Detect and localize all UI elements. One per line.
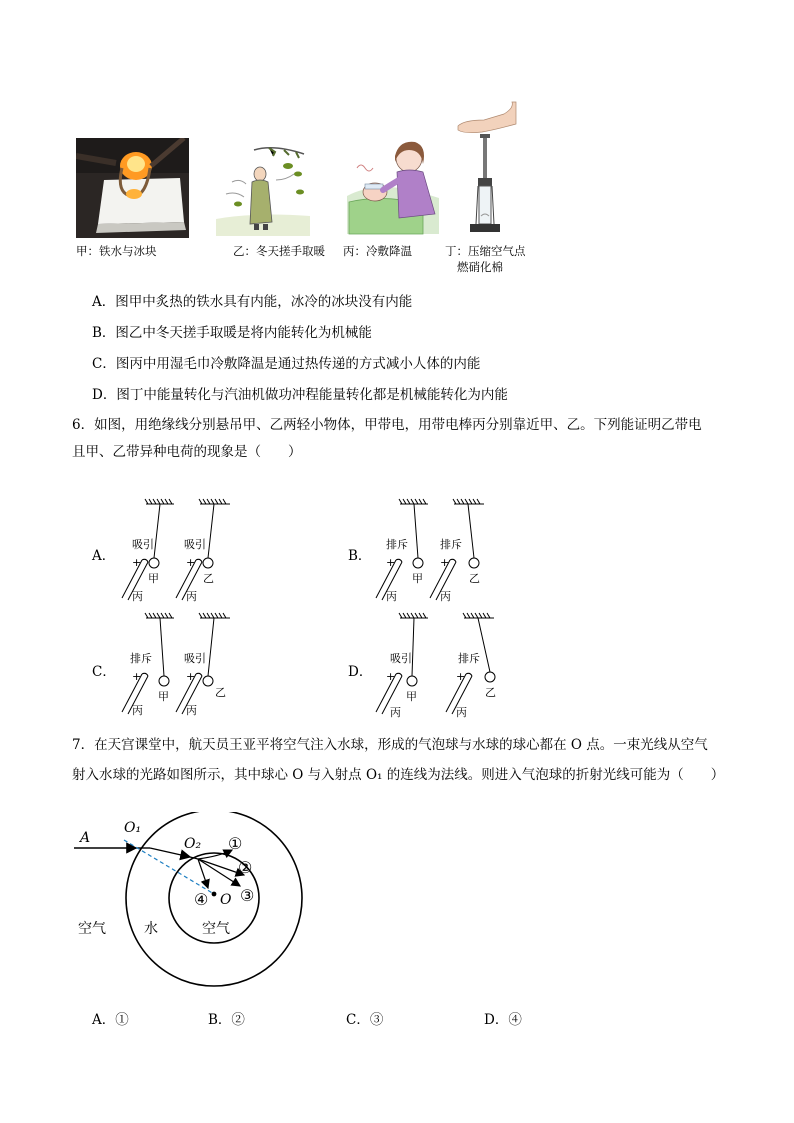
caption-ding-line1: 丁：压缩空气点 — [445, 244, 526, 258]
label-right: 吸引 — [184, 652, 206, 665]
caption-jia: 甲：铁水与冰块 — [76, 244, 157, 258]
q7-option-b[interactable]: B．② — [208, 1012, 245, 1028]
q6-stem-line1: 6．如图，用绝缘线分别悬吊甲、乙两轻小物体，甲带电，用带电棒丙分别靠近甲、乙。下列能证明乙带电 — [72, 417, 702, 433]
q7-diagram — [70, 812, 350, 992]
q6-stem-line2: 且甲、乙带异种电荷的现象是（ ） — [72, 444, 302, 460]
label-right: 吸引 — [184, 538, 206, 551]
ray-a-label: A — [80, 830, 91, 846]
rod-label: 丙 — [132, 704, 143, 717]
ray-4-label: ④ — [194, 890, 209, 909]
q7-stem-line2: 射入水球的光路如图所示，其中球心 O 与入射点 O₁ 的连线为法线。则进入气泡球的折射光线可能为（ ） — [72, 767, 725, 783]
caption-ding-line2: 燃硝化棉 — [457, 260, 503, 274]
q6-option-a[interactable]: A． — [92, 548, 116, 564]
image-ding-compressed-air-igniter — [454, 100, 518, 238]
ball-yi-label: 乙 — [469, 572, 480, 585]
plus-sign: + — [132, 670, 142, 683]
ray-1-label: ① — [228, 834, 243, 853]
q6-diagram-c — [118, 612, 248, 722]
point-o2-label: O₂ — [184, 836, 202, 852]
q6-option-b[interactable]: B． — [348, 548, 372, 564]
rod-label: 丙 — [440, 590, 451, 603]
q6-option-c[interactable]: C． — [92, 664, 116, 680]
ball-yi-label: 乙 — [215, 686, 226, 699]
q5-option-d[interactable]: D．图丁中能量转化与汽油机做功冲程能量转化都是机械能转化为内能 — [92, 387, 508, 403]
q6-diagram-d — [372, 612, 512, 722]
ball-jia-label: 甲 — [406, 690, 417, 703]
plus-sign: + — [386, 670, 396, 683]
ray-2-label: ② — [238, 858, 253, 877]
rod-label: 丙 — [390, 706, 401, 719]
image-bing-cold-compress — [343, 138, 443, 236]
plus-sign: + — [132, 556, 142, 569]
q5-option-c[interactable]: C．图丙中用湿毛巾冷敷降温是通过热传递的方式减小人体的内能 — [92, 356, 481, 372]
q7-option-d[interactable]: D．④ — [484, 1012, 522, 1028]
plus-sign: + — [456, 670, 466, 683]
q6-diagram-b — [372, 498, 502, 608]
point-o-label: O — [220, 892, 232, 908]
q6-option-d[interactable]: D． — [348, 664, 373, 680]
caption-bing: 丙：冷敷降温 — [343, 244, 412, 258]
rod-label: 丙 — [456, 706, 467, 719]
label-air-inner: 空气 — [202, 921, 230, 937]
image-jia-molten-iron-and-ice — [76, 138, 189, 238]
ball-yi-label: 乙 — [485, 686, 496, 699]
rod-label: 丙 — [186, 590, 197, 603]
ray-3-label: ③ — [240, 886, 255, 905]
ball-jia-label: 甲 — [412, 572, 423, 585]
label-left: 排斥 — [386, 538, 408, 551]
label-left: 吸引 — [390, 652, 412, 665]
label-air-outer: 空气 — [78, 921, 106, 937]
label-left: 排斥 — [130, 652, 152, 665]
q5-option-a[interactable]: A．图甲中炙热的铁水具有内能，冰冷的冰块没有内能 — [92, 294, 413, 310]
label-left: 吸引 — [132, 538, 154, 551]
plus-sign: + — [386, 556, 396, 569]
rod-label: 丙 — [132, 590, 143, 603]
label-water: 水 — [144, 921, 158, 937]
q7-stem-line1: 7．在天宫课堂中，航天员王亚平将空气注入水球，形成的气泡球与水球的球心都在 O 点。一束光线从空气 — [72, 737, 708, 753]
plus-sign: + — [186, 670, 196, 683]
q5-option-b[interactable]: B．图乙中冬天搓手取暖是将内能转化为机械能 — [92, 325, 372, 341]
label-right: 排斥 — [458, 652, 480, 665]
ball-jia-label: 甲 — [158, 690, 169, 703]
caption-yi: 乙：冬天搓手取暖 — [233, 244, 325, 258]
ball-jia-label: 甲 — [148, 572, 159, 585]
image-yi-rubbing-hands — [214, 144, 312, 236]
plus-sign: + — [186, 556, 196, 569]
plus-sign: + — [440, 556, 450, 569]
rod-label: 丙 — [386, 590, 397, 603]
label-right: 排斥 — [440, 538, 462, 551]
point-o1-label: O₁ — [124, 820, 142, 836]
rod-label: 丙 — [186, 704, 197, 717]
q7-option-a[interactable]: A．① — [92, 1012, 129, 1028]
q6-diagram-a — [118, 498, 248, 608]
q7-option-c[interactable]: C．③ — [346, 1012, 384, 1028]
ball-yi-label: 乙 — [203, 572, 214, 585]
